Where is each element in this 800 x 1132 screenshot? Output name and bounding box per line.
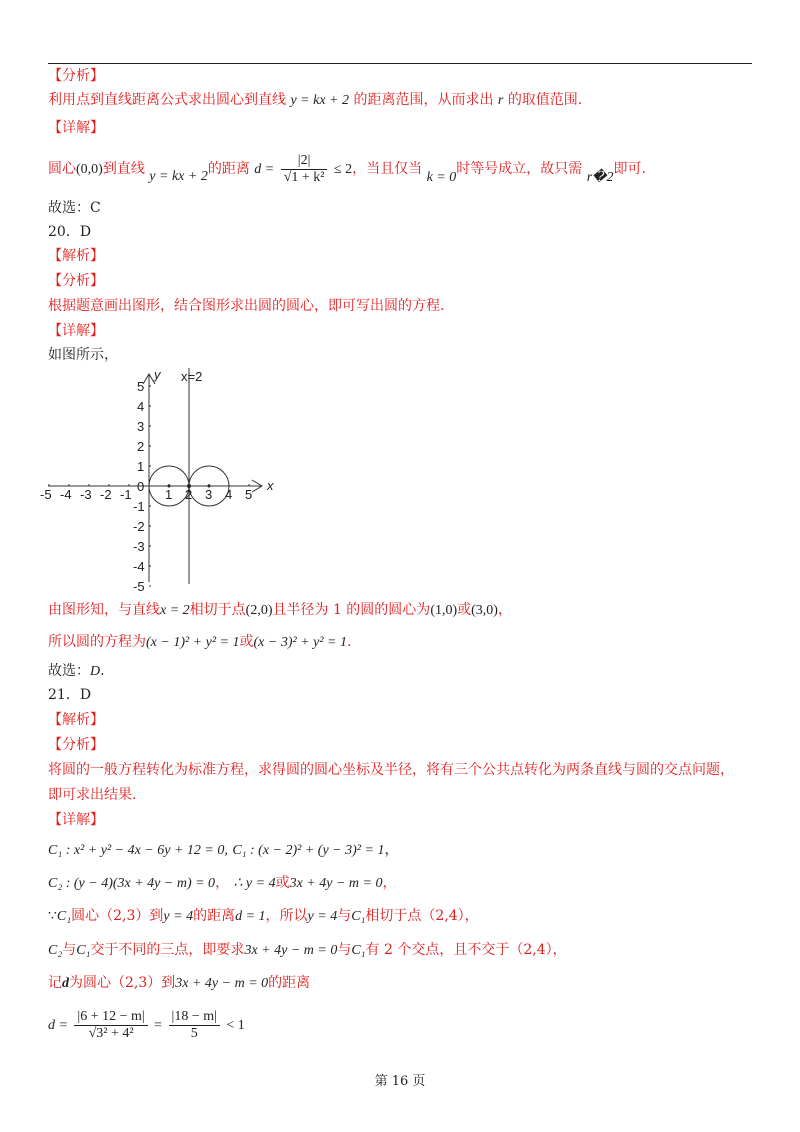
x-tick-label: 2 <box>185 487 193 502</box>
q21-eq-c2: C₂ : (y − 4)(3x + 4y − m) = 0， ∴ y = 4或3x + 4y − m = 0， <box>48 875 397 891</box>
q20-answer: 故选：D. <box>48 663 105 679</box>
x-axis-label: x <box>267 478 274 493</box>
x-tick-label: -4 <box>60 487 72 502</box>
circle-graph <box>40 366 290 594</box>
header-rule <box>48 63 752 64</box>
q20-analysis-text: 根据题意画出图形，结合图形求出圆的圆心，即可写出圆的方程. <box>48 298 445 314</box>
y-tick-label: -4 <box>133 559 145 574</box>
q19-detail-text: 圆心(0,0)到直线 y = kx + 2的距离 d = $\frac{|2|}{\text{√1 + k²}}$ ≤ 2，当且仅当 k = 0时等号成立，故只需 r�2即可. <box>48 152 646 185</box>
x-tick-label: 3 <box>205 487 213 502</box>
q21-line-5: 记d为圆心（2,3）到3x + 4y − m = 0的距离 <box>48 975 311 991</box>
q20-number: 20．D <box>48 224 92 240</box>
q19-detail-label: 【详解】 <box>48 120 104 136</box>
x-tick-label: -2 <box>100 487 112 502</box>
q21-eq-c1: C₁ : x² + y² − 4x − 6y + 12 = 0, C₁ : (x − 2)² + (y − 3)² = 1， <box>48 842 399 858</box>
x-tick-label: -5 <box>40 487 52 502</box>
q19-answer: 故选：C <box>48 200 101 216</box>
q20-analysis-label: 【分析】 <box>48 273 104 289</box>
y-tick-label: -3 <box>133 539 145 554</box>
q21-analysis-text-2: 即可求出结果. <box>48 787 137 803</box>
q20-detail-label: 【详解】 <box>48 323 104 339</box>
q21-number: 21．D <box>48 687 92 703</box>
x-tick-label: -3 <box>80 487 92 502</box>
y-axis-label: y <box>154 367 161 382</box>
q20-conclusion-1: 由图形知，与直线x = 2相切于点(2,0)且半径为 1 的圆的圆心为(1,0)或(3,0)， <box>48 602 512 618</box>
q21-jiexi-label: 【解析】 <box>48 712 104 728</box>
y-tick-label: -5 <box>133 579 145 594</box>
x-tick-label: -1 <box>120 487 132 502</box>
q21-distance-formula: d = $\frac{|6 + 12 - m|}{\text{√3² + 4²}}$ = $\frac{|18 - m|}{5}$ < 1 <box>48 1008 245 1041</box>
y-tick-label: -1 <box>133 499 145 514</box>
vline-label: x=2 <box>181 369 203 384</box>
y-tick-label: -2 <box>133 519 145 534</box>
y-tick-label: 5 <box>137 379 145 394</box>
q20-conclusion-2: 所以圆的方程为(x − 1)² + y² = 1或(x − 3)² + y² = 1. <box>48 634 352 650</box>
q21-line-3: ∵C₁圆心（2,3）到y = 4的距离d = 1，所以y = 4与C₁相切于点（2,4）， <box>48 908 479 924</box>
x-tick-label: 1 <box>165 487 173 502</box>
q19-analysis-label: 【分析】 <box>48 68 104 84</box>
y-tick-label: 2 <box>137 439 145 454</box>
x-tick-label: 5 <box>245 487 253 502</box>
q21-line-4: C₂与C₁交于不同的三点，即要求3x + 4y − m = 0与C₁有 2 个交点，且不交于（2,4）， <box>48 942 567 958</box>
q19-distance-fraction: $\frac{|2|}{\text{√1 + k²}}$ <box>281 153 328 186</box>
q21-fraction-1: $\frac{|6 + 12 - m|}{\text{√3² + 4²}}$ <box>74 1009 147 1042</box>
q21-fraction-2: $\frac{|18 - m|}{5}$ <box>169 1009 220 1042</box>
q20-detail-intro: 如图所示， <box>48 347 118 363</box>
q19-analysis-text: 利用点到直线距离公式求出圆心到直线 y = kx + 2 的距离范围，从而求出 r 的取值范围. <box>48 92 583 108</box>
y-tick-label: 4 <box>137 399 145 414</box>
q21-analysis-label: 【分析】 <box>48 737 104 753</box>
x-tick-label: 4 <box>225 487 233 502</box>
q20-jiexi-label: 【解析】 <box>48 248 104 264</box>
x-tick-labels <box>40 484 252 502</box>
q21-detail-label: 【详解】 <box>48 812 104 828</box>
page-footer: 第 16 页 <box>374 1074 426 1089</box>
q21-analysis-text-1: 将圆的一般方程转化为标准方程，求得圆的圆心坐标及半径，将有三个公共点转化为两条直线与圆的交点问题， <box>48 762 734 778</box>
y-tick-label: 0 <box>137 479 145 494</box>
y-tick-label: 1 <box>137 459 145 474</box>
y-tick-label: 3 <box>137 419 145 434</box>
